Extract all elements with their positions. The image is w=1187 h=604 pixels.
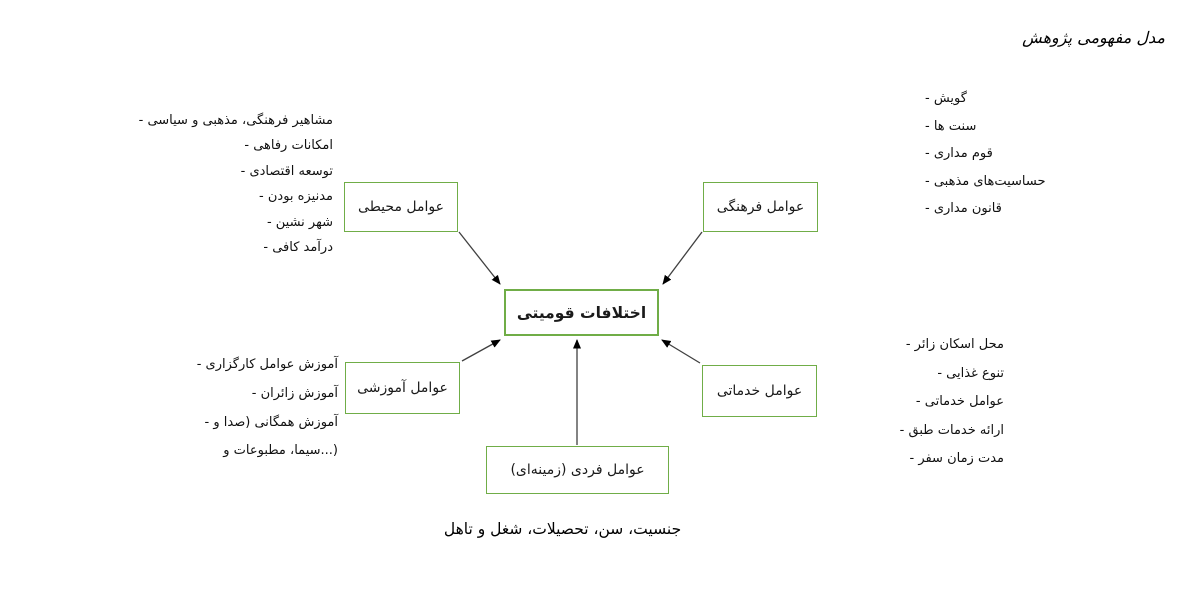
list-item: - شهر نشین bbox=[266, 214, 333, 230]
individual-factors-caption: جنسیت، سن، تحصیلات، شغل و تاهل bbox=[443, 520, 682, 538]
educational-factors-list bbox=[140, 351, 338, 466]
service-factors-list bbox=[862, 331, 1004, 474]
service-factors-box bbox=[702, 365, 817, 417]
list-item: - آموزش همگانی (صدا و bbox=[204, 414, 338, 430]
list-item: - قوم مداری bbox=[925, 146, 993, 161]
list-item: - ارائه خدمات طبق bbox=[899, 422, 1004, 438]
list-item: - سنت ها bbox=[925, 118, 977, 134]
educational-factors-label: عوامل آموزشی bbox=[357, 380, 448, 396]
list-item: - مشاهیر فرهنگی، مذهبی و سیاسی bbox=[138, 113, 333, 128]
list-item: - عوامل خدماتی bbox=[915, 394, 1004, 410]
environmental-factors-label: عوامل محیطی bbox=[358, 199, 444, 215]
arrow-educational-to-center bbox=[462, 340, 500, 361]
list-item: - درآمد کافی bbox=[263, 240, 333, 256]
arrow-environmental-to-center bbox=[459, 232, 500, 284]
individual-factors-label: عوامل فردی (زمینه‌ای) bbox=[510, 462, 645, 478]
cultural-factors-label: عوامل فرهنگی bbox=[716, 199, 805, 215]
list-item: - قانون مداری bbox=[925, 201, 1002, 216]
list-item: - تنوع غذایی bbox=[937, 365, 1004, 381]
educational-factors-box bbox=[345, 362, 460, 414]
list-item: - آموزش زائران bbox=[251, 385, 338, 401]
list-item: - آموزش عوامل کارگزاری bbox=[196, 357, 338, 372]
individual-factors-box bbox=[486, 446, 669, 494]
list-item: - مدت زمان سفر bbox=[909, 451, 1004, 467]
list-item: سیما، مطبوعات و...) bbox=[223, 443, 338, 459]
list-item: - محل اسکان زائر bbox=[905, 337, 1004, 352]
list-item: - مدنیزه بودن bbox=[259, 189, 333, 205]
cultural-factors-box bbox=[703, 182, 818, 232]
arrow-service-to-center bbox=[662, 340, 700, 363]
diagram-title: مدل مفهومی پژوهش bbox=[1022, 28, 1165, 47]
list-item: - توسعه اقتصادی bbox=[240, 163, 333, 179]
arrow-cultural-to-center bbox=[663, 232, 702, 284]
list-item: - امکانات رفاهی bbox=[244, 138, 333, 154]
environmental-factors-list bbox=[105, 108, 333, 260]
environmental-factors-box bbox=[344, 182, 458, 232]
list-item: - حساسیت‌های مذهبی bbox=[925, 173, 1046, 189]
center-box-label: اختلافات قومیتی bbox=[516, 303, 647, 322]
list-item: - گویش bbox=[925, 91, 967, 106]
service-factors-label: عوامل خدماتی bbox=[716, 383, 803, 399]
center-box-ethnic-differences bbox=[504, 289, 659, 336]
cultural-factors-list bbox=[925, 85, 1125, 223]
